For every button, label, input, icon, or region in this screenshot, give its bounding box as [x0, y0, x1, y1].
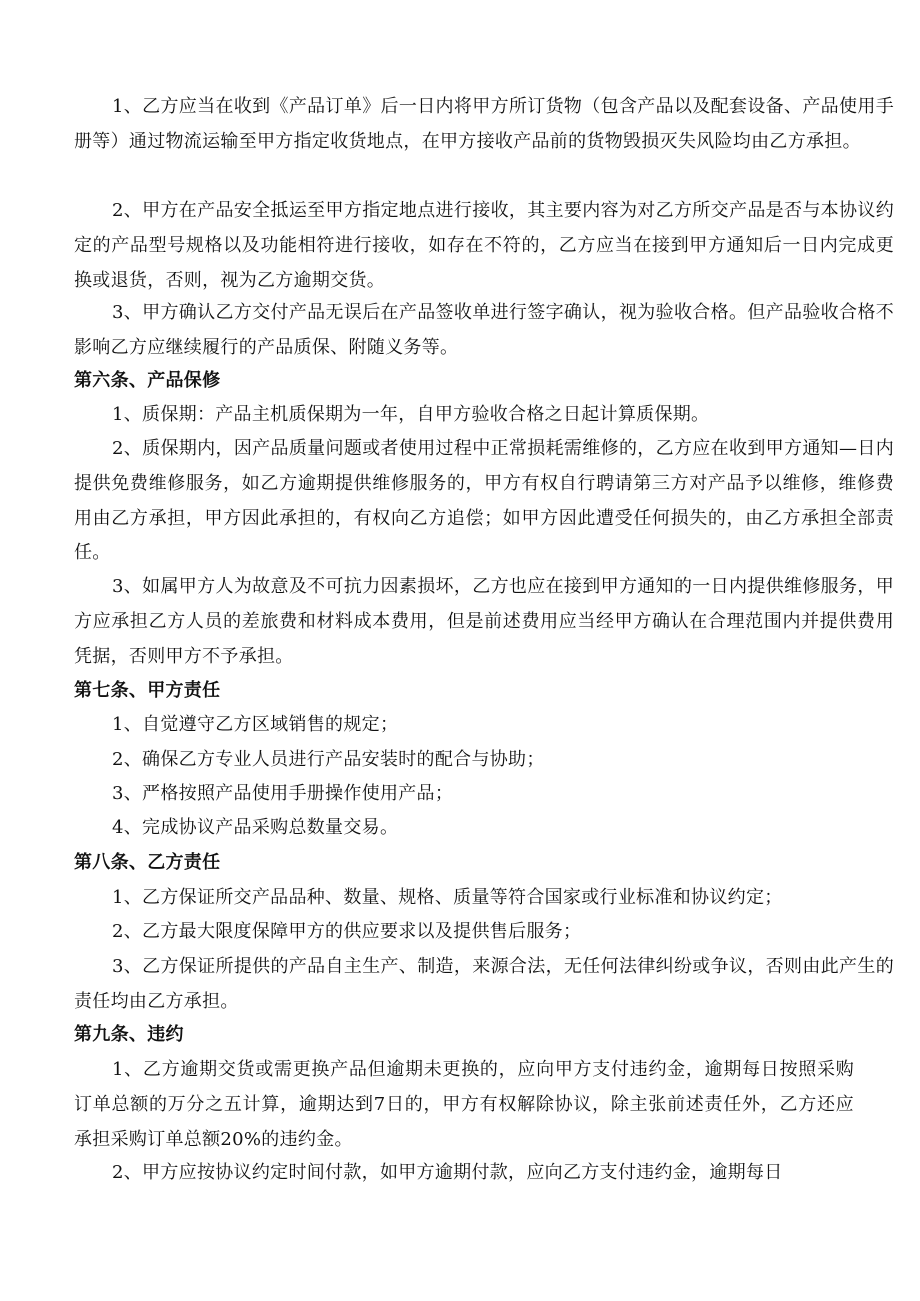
- paragraph-breach-2: 2、甲方应按协议约定时间付款，如甲方逾期付款，应向乙方支付违约金，逾期每日: [112, 1162, 783, 1183]
- paragraph-delivery-1: 1、乙方应当在收到《产品订单》后一日内将甲方所订货物（包含产品以及配套设备、产品使用手册等）通过物流运输至甲方指定收货地点，在甲方接收产品前的货物毁损灭失风险均由乙方承担。: [74, 96, 894, 152]
- section-heading-warranty: 第六条、产品保修: [74, 370, 221, 391]
- paragraph-delivery-2: 2、甲方在产品安全抵运至甲方指定地点进行接收，其主要内容为对乙方所交产品是否与本协议约定的产品型号规格以及功能相符进行接收，如存在不符的，乙方应当在接到甲方通知后一日内完成更换或退货，否则，视为乙方逾期交货。: [74, 200, 894, 291]
- paragraph-delivery-3: 3、甲方确认乙方交付产品无误后在产品签收单进行签字确认，视为验收合格。但产品验收合格不影响乙方应继续履行的产品质保、附随义务等。: [74, 302, 894, 358]
- section-heading-party-b: 第八条、乙方责任: [74, 852, 221, 873]
- paragraph-warranty-2: 2、质保期内，因产品质量问题或者使用过程中正常损耗需维修的，乙方应在收到甲方通知—日内提供免费维修服务，如乙方逾期提供维修服务的，甲方有权自行聘请第三方对产品予以维修，维修费用由乙方承担，甲方因此承担的，有权向乙方追偿；如甲方因此遭受任何损失的，由乙方承担全部责任。: [74, 438, 894, 564]
- paragraph-warranty-1: 1、质保期：产品主机质保期为一年，自甲方验收合格之日起计算质保期。: [112, 404, 710, 425]
- paragraph-party-b-2: 2、乙方最大限度保障甲方的供应要求以及提供售后服务；: [112, 921, 582, 942]
- paragraph-party-a-1: 1、自觉遵守乙方区域销售的规定；: [112, 714, 399, 735]
- paragraph-party-b-3: 3、乙方保证所提供的产品自主生产、制造，来源合法，无任何法律纠纷或争议，否则由此产生的责任均由乙方承担。: [74, 956, 894, 1012]
- paragraph-party-b-1: 1、乙方保证所交产品品种、数量、规格、质量等符合国家或行业标准和协议约定；: [112, 887, 783, 908]
- paragraph-warranty-3: 3、如属甲方人为故意及不可抗力因素损坏，乙方也应在接到甲方通知的一日内提供维修服务，甲方应承担乙方人员的差旅费和材料成本费用，但是前述费用应当经甲方确认在合理范围内并提供费用凭据，否则甲方不予承担。: [74, 576, 894, 667]
- paragraph-party-a-2: 2、确保乙方专业人员进行产品安装时的配合与协助；: [112, 749, 545, 770]
- paragraph-party-a-4: 4、完成协议产品采购总数量交易。: [112, 817, 399, 838]
- section-heading-breach: 第九条、违约: [74, 1024, 184, 1045]
- section-heading-party-a: 第七条、甲方责任: [74, 680, 221, 701]
- paragraph-breach-1: 1、乙方逾期交货或需更换产品但逾期未更换的，应向甲方支付违约金，逾期每日按照采购订单总额的万分之五计算，逾期达到7日的，甲方有权解除协议，除主张前述责任外，乙方还应承担采购订单总额20%的违约金。: [74, 1059, 854, 1150]
- paragraph-party-a-3: 3、严格按照产品使用手册操作使用产品；: [112, 783, 454, 804]
